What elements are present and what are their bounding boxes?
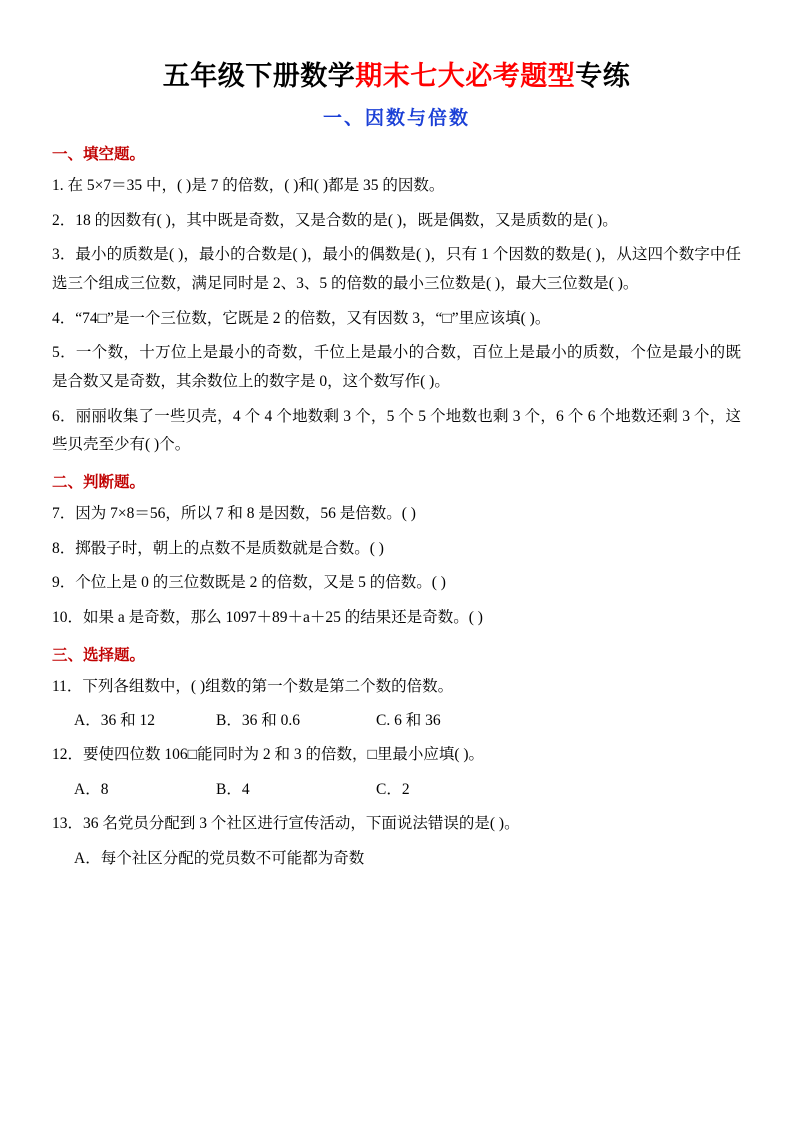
question-11-option-a[interactable]: A．36 和 12 [74, 712, 155, 730]
question-5: 5．一个数，十万位上是最小的奇数，千位上是最小的合数，百位上是最小的质数，个位是最小的既是合数又是奇数，其余数位上的数字是 0，这个数写作( )。 [52, 344, 741, 391]
section-heading-multiple-choice: 三、选择题。 [52, 646, 146, 664]
page-subtitle: 一、因数与倍数 [322, 108, 470, 129]
question-12-option-c[interactable]: C．2 [376, 780, 410, 798]
question-3: 3．最小的质数是( )，最小的合数是( )，最小的偶数是( )，只有 1 个因数的数是( )，从这四个数字中任选三个组成三位数，满足同时是 2、3、5 的倍数的最小三位数是( )，最大三位数是( )。 [52, 246, 741, 293]
question-9: 9．个位上是 0 的三位数既是 2 的倍数，又是 5 的倍数。( ) [52, 574, 446, 592]
question-11: 11．下列各组数中，( )组数的第一个数是第二个数的倍数。 [52, 677, 454, 695]
question-13-option-a[interactable]: A．每个社区分配的党员数不可能都为奇数 [74, 849, 365, 867]
question-1: 1. 在 5×7＝35 中，( )是 7 的倍数，( )和( )都是 35 的因数。 [52, 177, 445, 194]
question-11-option-c[interactable]: C. 6 和 36 [376, 712, 441, 730]
question-7: 7．因为 7×8＝56，所以 7 和 8 是因数，56 是倍数。( ) [52, 505, 416, 523]
question-2: 2．18 的因数有( )，其中既是奇数，又是合数的是( )，既是偶数，又是质数的是( )。 [52, 211, 618, 229]
section-heading-true-false: 二、判断题。 [52, 474, 146, 492]
question-10: 10．如果 a 是奇数，那么 1097＋89＋a＋25 的结果还是奇数。( ) [52, 609, 483, 627]
question-13: 13．36 名党员分配到 3 个社区进行宣传活动，下面说法错误的是( )。 [52, 814, 520, 832]
question-12: 12．要使四位数 106□能同时为 2 和 3 的倍数，□里最小应填( )。 [52, 746, 485, 764]
question-11-options [52, 707, 741, 735]
question-4: 4．“74□”是一个三位数，它既是 2 的倍数，又有因数 3，“□”里应该填( )。 [52, 309, 551, 327]
question-11-option-b[interactable]: B．36 和 0.6 [216, 712, 300, 730]
question-12-option-a[interactable]: A．8 [74, 780, 109, 798]
section-heading-fill-in-blank: 一、填空题。 [52, 146, 146, 163]
question-6: 6．丽丽收集了一些贝壳，4 个 4 个地数剩 3 个，5 个 5 个地数也剩 3 个，6 个 6 个地数还剩 3 个，这些贝壳至少有( )个。 [52, 407, 741, 454]
question-8: 8．掷骰子时，朝上的点数不是质数就是合数。( ) [52, 539, 384, 557]
title-part-1: 五年级下册数学 [162, 61, 356, 91]
page-title [52, 54, 741, 93]
title-part-2: 期末七大必考题型 [355, 61, 576, 91]
title-part-3: 专练 [575, 61, 631, 91]
question-12-option-b[interactable]: B．4 [216, 780, 250, 798]
question-12-options [52, 776, 741, 804]
